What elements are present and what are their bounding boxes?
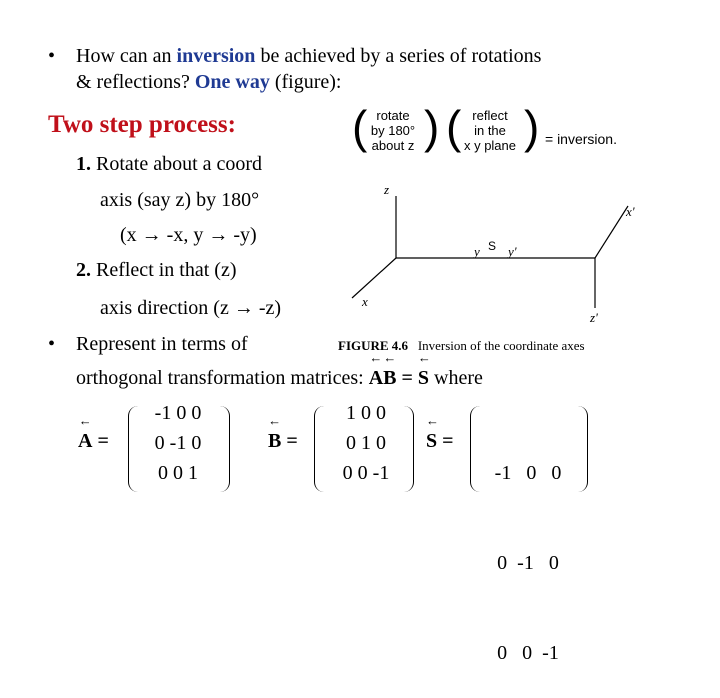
matrix-a-body (140, 398, 216, 488)
bullet-1-marker: • (48, 45, 56, 67)
matrix-a-row-3: 0 0 1 (158, 462, 198, 484)
matrix-b-row-1: 1 0 0 (346, 402, 386, 424)
matrix-b-row-2: 0 1 0 (346, 432, 386, 454)
matrix-s-row-1: -1 0 0 (494, 462, 562, 484)
axis-label-z-prime: z' (590, 310, 598, 325)
matrix-s-row-3: 0 0 -1 (497, 642, 559, 664)
step-2-line-1 (76, 258, 237, 282)
axis-label-x: x (362, 294, 368, 309)
bullet-1-text-a: How can an (76, 45, 177, 67)
step-2-line-2: axis direction (z → -z) (100, 297, 282, 319)
matrix-b-bracket-left (314, 406, 324, 492)
axis-label-z: z (384, 182, 390, 197)
vector-a: ← A (369, 366, 383, 390)
matrix-a-row-1: -1 0 0 (154, 402, 202, 424)
matrix-s-body (480, 398, 576, 698)
step-1-line-2: axis (say z) by 180° (100, 189, 260, 211)
matrix-s-bracket-right (578, 406, 588, 492)
step-1-line-3: (x → -x, y → -y) (120, 224, 257, 246)
matrix-a-label: ← A = (78, 429, 109, 453)
rotate-line-3: about z (371, 138, 415, 153)
bullet-1-text-c: & reflections? (76, 71, 195, 93)
figure-paren-open-1: ( (352, 101, 368, 153)
matrix-a-letter: ← A (78, 429, 92, 453)
vector-s: ← S (418, 366, 429, 390)
figure-paren-close-1: ) (424, 101, 440, 153)
reflect-line-1: reflect (472, 108, 508, 123)
figure-caption-label: FIGURE 4.6 (338, 338, 409, 353)
bullet-2-text: orthogonal transformation matrices: (76, 367, 369, 389)
reflect-line-3: x y plane (463, 138, 517, 153)
matrix-s-bracket-left (470, 406, 480, 492)
step-1-line-1 (76, 152, 262, 176)
matrix-b-bracket-right (404, 406, 414, 492)
matrix-b-label: ← B = (268, 429, 298, 453)
equals-sign: = (396, 367, 418, 389)
bullet-1-line-1 (76, 44, 541, 68)
matrix-a-bracket-right (220, 406, 230, 492)
matrix-b-body (330, 398, 402, 488)
one-way-term: One way (194, 71, 270, 93)
figure-paren-open-2: ( (446, 101, 462, 153)
figure-caption-text: Inversion of the coordinate axes (417, 338, 585, 353)
rotate-line-1: rotate (376, 108, 410, 123)
axis-label-y-prime: y' (508, 244, 517, 259)
bullet-2-line-2 (76, 366, 483, 390)
matrix-s-label: ← S = (426, 429, 454, 453)
reflect-line-2: in the (474, 123, 506, 138)
axis-label-x-prime: x' (626, 204, 635, 219)
bullet-1-text-b: be achieved by a series of rotations (255, 45, 542, 67)
matrix-a-row-2: 0 -1 0 (154, 432, 202, 454)
inversion-term: inversion (176, 45, 256, 67)
step-1-text: Rotate about a coord (96, 153, 263, 175)
bullet-1-line-2 (76, 70, 341, 94)
x-axis-line (352, 258, 396, 298)
x-prime-axis-line (595, 206, 628, 258)
axis-label-y: y (474, 244, 480, 259)
matrix-a-bracket-left (128, 406, 138, 492)
bullet-2-line-1: Represent in terms of (76, 333, 248, 355)
axis-label-s: S (488, 239, 497, 253)
bullet-2-marker: • (48, 333, 56, 355)
matrix-s-row-2: 0 -1 0 (497, 552, 559, 574)
figure-paren-close-2: ) (524, 101, 540, 153)
section-heading: Two step process: (48, 111, 236, 138)
figure-box-reflect (458, 108, 522, 153)
matrix-b-letter: ← B (268, 429, 281, 453)
matrix-s-letter: ← S (426, 429, 437, 453)
figure-box-rotate (364, 108, 422, 153)
bullet-2-where: where (429, 367, 483, 389)
figure-equals-inversion: = inversion. (545, 131, 617, 147)
rotate-line-2: by 180° (370, 123, 416, 138)
step-2-text: Reflect in that (z) (96, 259, 237, 281)
step-2-number: 2. (76, 259, 91, 281)
matrix-b-row-3: 0 0 -1 (342, 462, 390, 484)
vector-b: ← B (383, 366, 396, 390)
step-1-number: 1. (76, 153, 91, 175)
bullet-1-text-d: (figure): (269, 71, 342, 93)
coordinate-axes-diagram (340, 176, 670, 336)
